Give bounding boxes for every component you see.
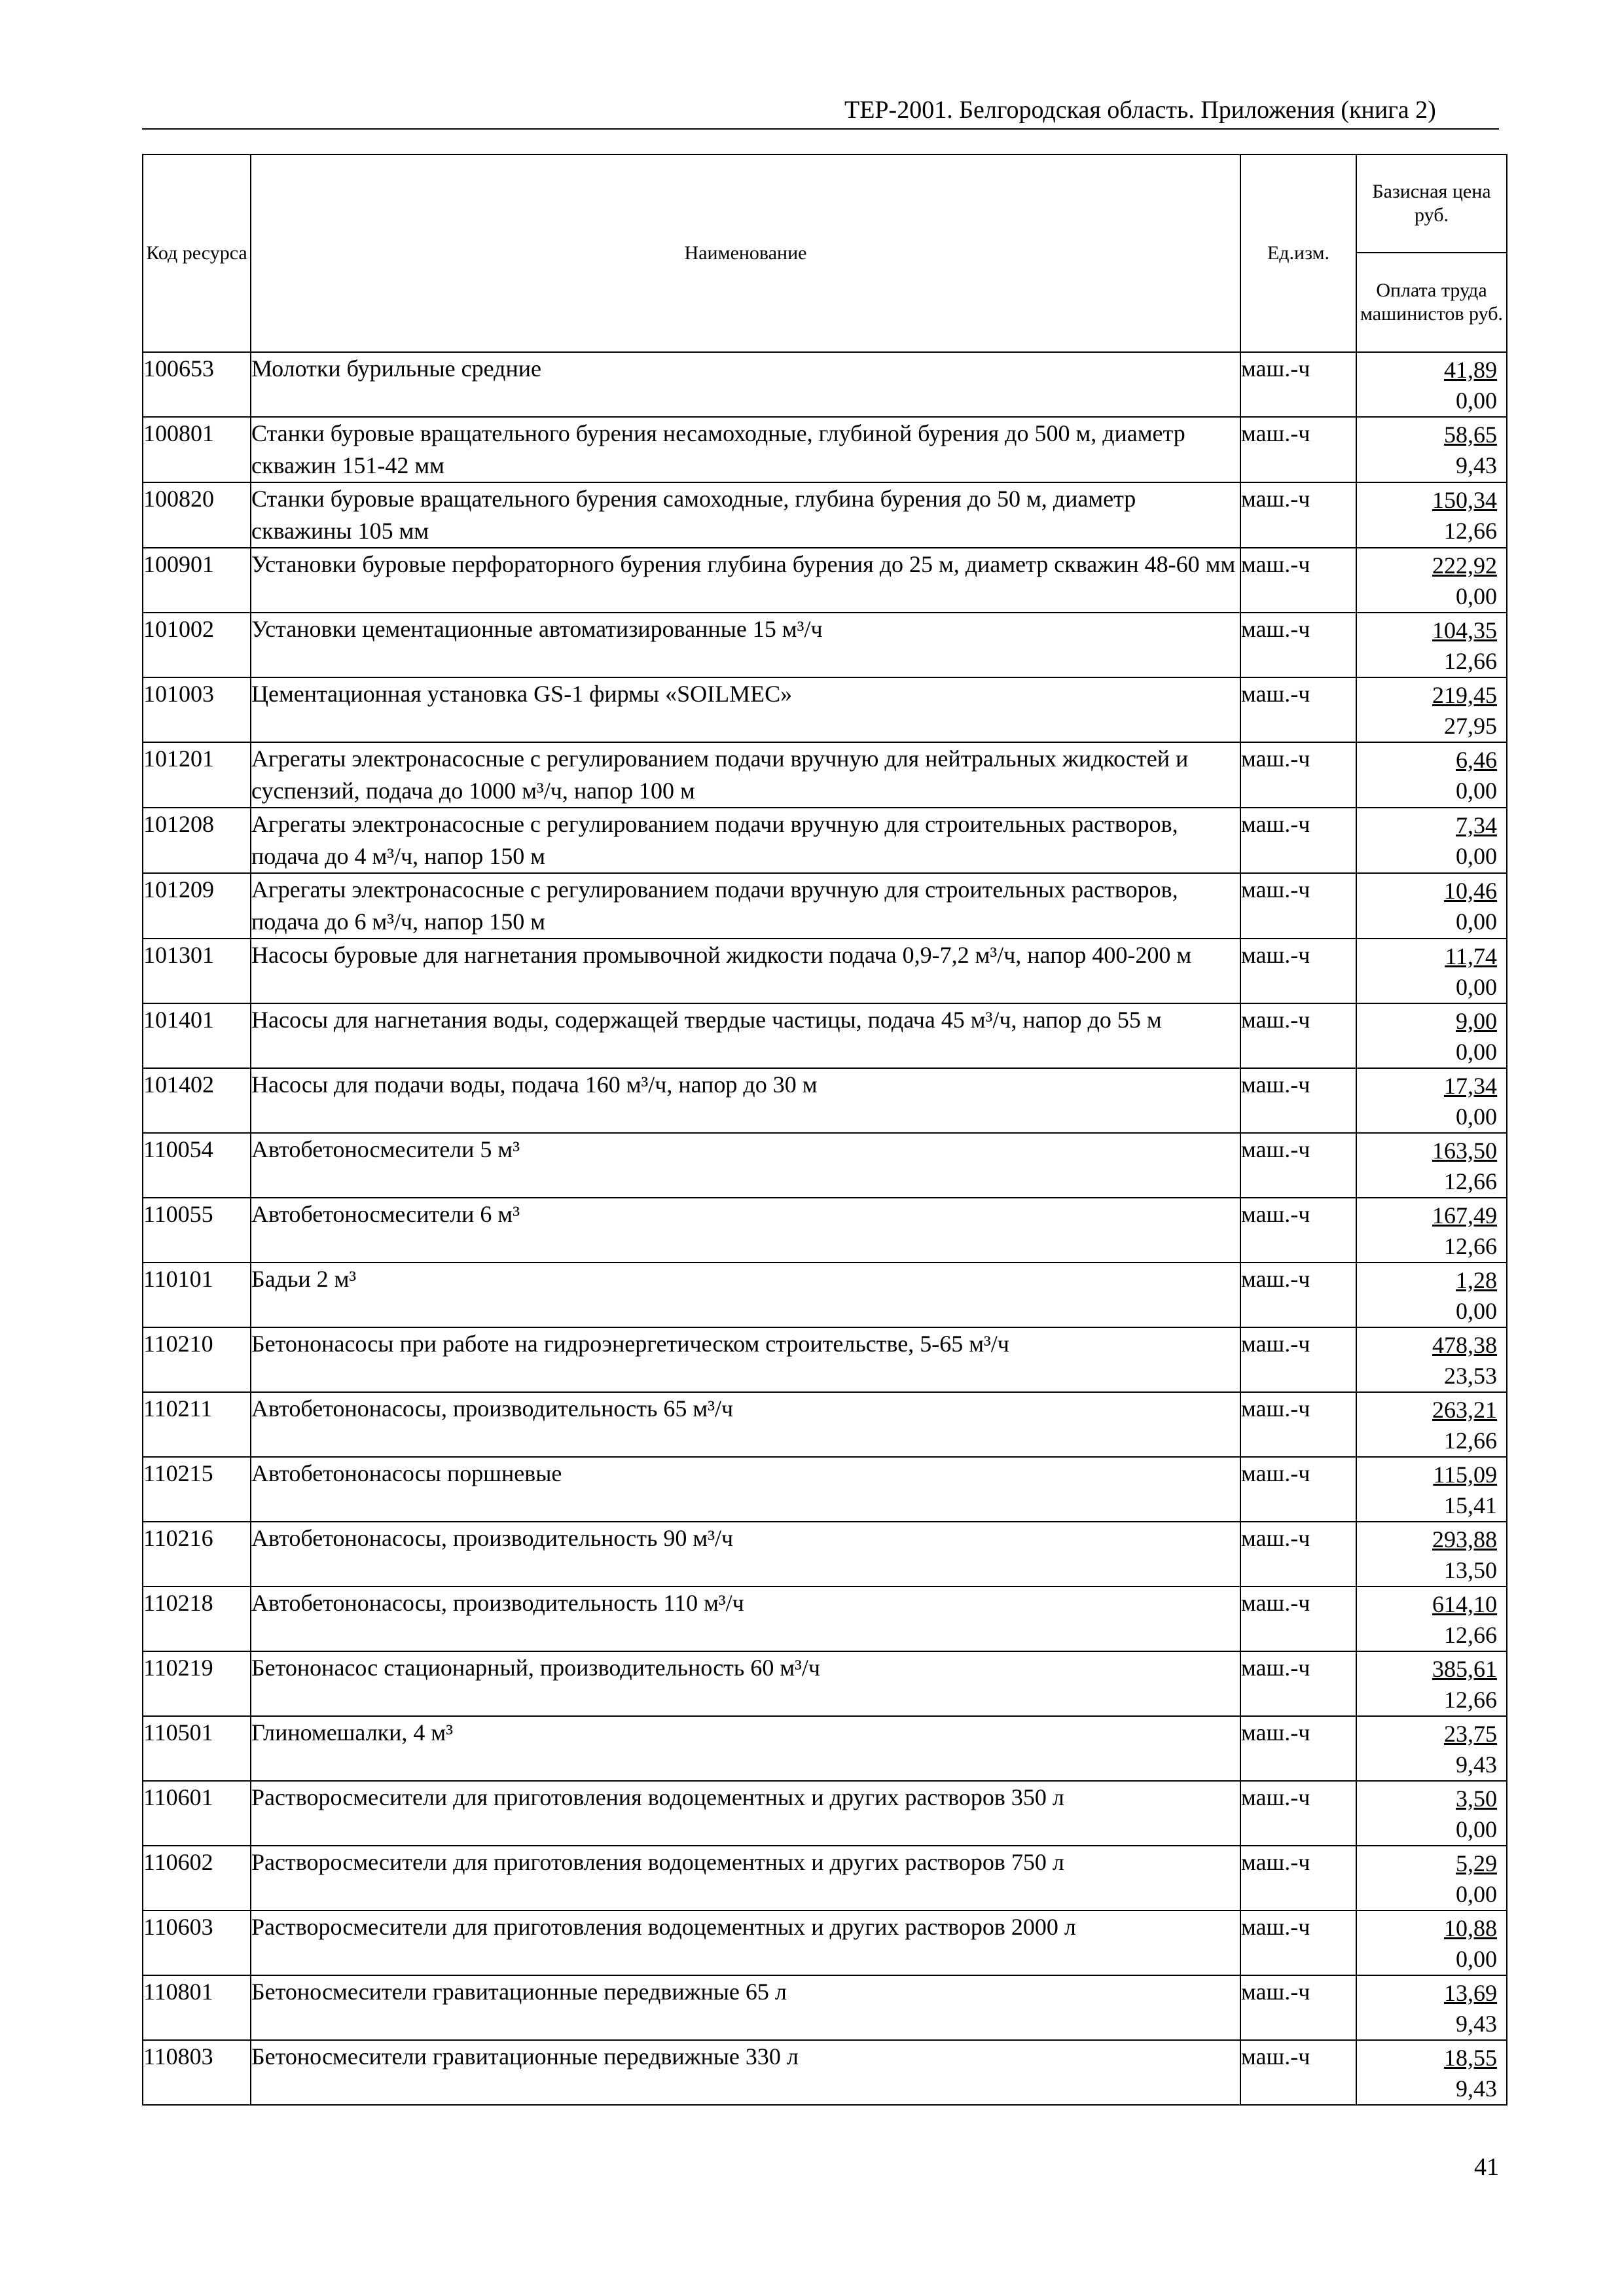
resource-code: 110215 (143, 1457, 251, 1522)
resource-name: Бетононасос стационарный, производительность 60 м³/ч (251, 1651, 1240, 1716)
operator-pay: 9,43 (1456, 2075, 1497, 2102)
base-price: 5,29 (1456, 1850, 1497, 1876)
base-price: 10,46 (1444, 878, 1497, 904)
price-cell (1356, 548, 1507, 613)
table-row (143, 1327, 1507, 1392)
price-cell (1356, 1392, 1507, 1457)
price-cell (1356, 939, 1507, 1003)
base-price-line (1357, 1134, 1506, 1166)
table-row (143, 677, 1507, 742)
operator-pay: 12,66 (1444, 1622, 1497, 1648)
base-price-line (1357, 353, 1506, 386)
operator-pay: 0,00 (1456, 387, 1497, 414)
price-cell (1356, 417, 1507, 482)
table-row (143, 1846, 1507, 1910)
operator-pay: 9,43 (1456, 1751, 1497, 1778)
resource-unit: маш.-ч (1240, 1651, 1356, 1716)
base-price: 614,10 (1432, 1591, 1497, 1617)
table-row (143, 548, 1507, 613)
base-price: 18,55 (1444, 2045, 1497, 2071)
resource-name: Бетоносмесители гравитационные передвижные 65 л (251, 1975, 1240, 2040)
operator-pay: 23,53 (1444, 1363, 1497, 1389)
resource-code: 101002 (143, 613, 251, 677)
resource-unit: маш.-ч (1240, 1068, 1356, 1133)
price-cell (1356, 1587, 1507, 1651)
operator-pay: 12,66 (1444, 1233, 1497, 1259)
base-price-line (1357, 1717, 1506, 1749)
resource-price-table (142, 154, 1507, 2106)
base-price-line (1357, 1587, 1506, 1620)
price-cell (1356, 1263, 1507, 1327)
resource-unit: маш.-ч (1240, 742, 1356, 808)
operator-pay: 0,00 (1456, 1816, 1497, 1842)
operator-pay: 12,66 (1444, 1168, 1497, 1194)
operator-pay: 0,00 (1456, 1946, 1497, 1972)
base-price-line (1357, 418, 1506, 450)
resource-unit: маш.-ч (1240, 613, 1356, 677)
price-cell (1356, 1716, 1507, 1781)
resource-name: Растворосмесители для приготовления водоцементных и других растворов 350 л (251, 1781, 1240, 1846)
resource-code: 110801 (143, 1975, 251, 2040)
resource-code: 110219 (143, 1651, 251, 1716)
resource-code: 110501 (143, 1716, 251, 1781)
operator-pay: 15,41 (1444, 1492, 1497, 1518)
base-price-line (1357, 1911, 1506, 1944)
base-price: 3,50 (1456, 1785, 1497, 1812)
header-rule (142, 128, 1499, 130)
price-cell (1356, 1781, 1507, 1846)
operator-pay: 0,00 (1456, 1039, 1497, 1065)
resource-code: 110218 (143, 1587, 251, 1651)
table-row (143, 1651, 1507, 1716)
resource-code: 100653 (143, 352, 251, 417)
resource-unit: маш.-ч (1240, 808, 1356, 873)
resource-code: 100801 (143, 417, 251, 482)
table-row (143, 352, 1507, 417)
price-cell (1356, 1846, 1507, 1910)
operator-pay: 9,43 (1456, 452, 1497, 478)
resource-name: Глиномешалки, 4 м³ (251, 1716, 1240, 1781)
table-row (143, 2040, 1507, 2105)
resource-name: Агрегаты электронасосные с регулированием подачи вручную для строительных растворов, подача до 4 м³/ч, напор 150 м (251, 808, 1240, 873)
price-cell (1356, 677, 1507, 742)
base-price-line (1357, 1846, 1506, 1879)
base-price-line (1357, 2041, 1506, 2073)
base-price: 115,09 (1433, 1462, 1497, 1488)
resource-name: Насосы для подачи воды, подача 160 м³/ч, напор до 30 м (251, 1068, 1240, 1133)
base-price-line (1357, 1328, 1506, 1361)
table-row (143, 1198, 1507, 1263)
resource-name: Установки цементационные автоматизированные 15 м³/ч (251, 613, 1240, 677)
price-cell (1356, 1975, 1507, 2040)
base-price: 1,28 (1456, 1267, 1497, 1293)
resource-code: 110054 (143, 1133, 251, 1198)
resource-unit: маш.-ч (1240, 417, 1356, 482)
resource-code: 101301 (143, 939, 251, 1003)
base-price: 41,89 (1444, 357, 1497, 383)
base-price-line (1357, 1263, 1506, 1296)
table-row (143, 1716, 1507, 1781)
price-cell (1356, 873, 1507, 939)
price-cell (1356, 1068, 1507, 1133)
resource-name: Растворосмесители для приготовления водоцементных и других растворов 2000 л (251, 1910, 1240, 1975)
base-price-line (1357, 1458, 1506, 1490)
page-number: 41 (1474, 2153, 1499, 2181)
table-row (143, 1392, 1507, 1457)
operator-pay: 0,00 (1456, 583, 1497, 609)
table-row (143, 613, 1507, 677)
resource-code: 101003 (143, 677, 251, 742)
resource-code: 110603 (143, 1910, 251, 1975)
resource-unit: маш.-ч (1240, 1457, 1356, 1522)
table-row (143, 1133, 1507, 1198)
resource-unit: маш.-ч (1240, 1846, 1356, 1910)
base-price: 293,88 (1432, 1526, 1497, 1552)
resource-code: 101402 (143, 1068, 251, 1133)
base-price-line (1357, 874, 1506, 906)
operator-pay: 0,00 (1456, 1103, 1497, 1130)
resource-unit: маш.-ч (1240, 1327, 1356, 1392)
resource-name: Установки буровые перфораторного бурения глубина бурения до 25 м, диаметр скважин 48-60 мм (251, 548, 1240, 613)
resource-name: Молотки бурильные средние (251, 352, 1240, 417)
operator-pay: 9,43 (1456, 2011, 1497, 2037)
base-price: 219,45 (1432, 682, 1497, 708)
base-price-line (1357, 1976, 1506, 2009)
resource-code: 101209 (143, 873, 251, 939)
resource-unit: маш.-ч (1240, 548, 1356, 613)
base-price-line (1357, 1198, 1506, 1231)
resource-code: 110055 (143, 1198, 251, 1263)
resource-name: Агрегаты электронасосные с регулированием подачи вручную для нейтральных жидкостей и суспензий, подача до 1000 м³/ч, напор 100 м (251, 742, 1240, 808)
table-row (143, 873, 1507, 939)
base-price-line (1357, 678, 1506, 711)
resource-name: Станки буровые вращательного бурения несамоходные, глубиной бурения до 500 м, диаметр скважин 151-42 мм (251, 417, 1240, 482)
resource-unit: маш.-ч (1240, 1587, 1356, 1651)
base-price: 104,35 (1432, 617, 1497, 643)
base-price-line (1357, 548, 1506, 581)
base-price: 167,49 (1432, 1202, 1497, 1229)
resource-code: 110101 (143, 1263, 251, 1327)
resource-unit: маш.-ч (1240, 1003, 1356, 1068)
base-price-line (1357, 1522, 1506, 1555)
resource-code: 100901 (143, 548, 251, 613)
table-row (143, 1003, 1507, 1068)
resource-code: 101201 (143, 742, 251, 808)
base-price: 17,34 (1444, 1073, 1497, 1099)
resource-name: Автобетоносмесители 6 м³ (251, 1198, 1240, 1263)
resource-code: 110211 (143, 1392, 251, 1457)
resource-name: Насосы буровые для нагнетания промывочной жидкости подача 0,9-7,2 м³/ч, напор 400-200 м (251, 939, 1240, 1003)
operator-pay: 0,00 (1456, 1298, 1497, 1324)
base-price: 23,75 (1444, 1721, 1497, 1747)
resource-name: Автобетоносмесители 5 м³ (251, 1133, 1240, 1198)
resource-unit: маш.-ч (1240, 939, 1356, 1003)
operator-pay: 12,66 (1444, 1687, 1497, 1713)
resource-unit: маш.-ч (1240, 677, 1356, 742)
resource-name: Автобетононасосы, производительность 110 м³/ч (251, 1587, 1240, 1651)
price-cell (1356, 482, 1507, 548)
column-header-name: Наименование (251, 154, 1240, 352)
price-cell (1356, 352, 1507, 417)
table-row (143, 1781, 1507, 1846)
base-price: 150,34 (1432, 487, 1497, 513)
column-header-operator-pay: Оплата труда машинистов руб. (1356, 253, 1507, 352)
resource-name: Автобетононасосы поршневые (251, 1457, 1240, 1522)
base-price-line (1357, 1393, 1506, 1426)
resource-unit: маш.-ч (1240, 482, 1356, 548)
price-cell (1356, 1522, 1507, 1587)
base-price-line (1357, 613, 1506, 646)
base-price-line (1357, 1782, 1506, 1814)
resource-code: 110601 (143, 1781, 251, 1846)
table-row (143, 1263, 1507, 1327)
table-row (143, 1457, 1507, 1522)
base-price: 7,34 (1456, 812, 1497, 838)
price-cell (1356, 742, 1507, 808)
base-price: 9,00 (1456, 1008, 1497, 1034)
table-row (143, 1068, 1507, 1133)
base-price-line (1357, 808, 1506, 841)
page-header-title: ТЕР-2001. Белгородская область. Приложения (книга 2) (844, 96, 1436, 124)
table-row (143, 1587, 1507, 1651)
resource-name: Цементационная установка GS-1 фирмы «SOILMEC» (251, 677, 1240, 742)
price-cell (1356, 1910, 1507, 1975)
resource-unit: маш.-ч (1240, 1781, 1356, 1846)
base-price-line (1357, 1069, 1506, 1102)
resource-unit: маш.-ч (1240, 1198, 1356, 1263)
price-cell (1356, 1457, 1507, 1522)
base-price-line (1357, 1004, 1506, 1037)
table-row (143, 742, 1507, 808)
base-price: 58,65 (1444, 422, 1497, 448)
operator-pay: 0,00 (1456, 778, 1497, 804)
operator-pay: 13,50 (1444, 1557, 1497, 1583)
resource-name: Бетоносмесители гравитационные передвижные 330 л (251, 2040, 1240, 2105)
table-row (143, 1522, 1507, 1587)
operator-pay: 0,00 (1456, 843, 1497, 869)
column-header-unit: Ед.изм. (1240, 154, 1356, 352)
table-row (143, 808, 1507, 873)
resource-name: Автобетононасосы, производительность 90 м³/ч (251, 1522, 1240, 1587)
base-price: 10,88 (1444, 1915, 1497, 1941)
resource-unit: маш.-ч (1240, 1522, 1356, 1587)
column-header-base-price: Базисная цена руб. (1356, 154, 1507, 253)
base-price: 478,38 (1432, 1332, 1497, 1358)
base-price-line (1357, 939, 1506, 972)
price-cell (1356, 2040, 1507, 2105)
operator-pay: 12,66 (1444, 1427, 1497, 1454)
base-price: 263,21 (1432, 1397, 1497, 1423)
resource-unit: маш.-ч (1240, 873, 1356, 939)
resource-code: 110602 (143, 1846, 251, 1910)
resource-code: 101208 (143, 808, 251, 873)
operator-pay: 0,00 (1456, 1881, 1497, 1907)
resource-name: Растворосмесители для приготовления водоцементных и других растворов 750 л (251, 1846, 1240, 1910)
resource-name: Бадьи 2 м³ (251, 1263, 1240, 1327)
operator-pay: 0,00 (1456, 974, 1497, 1000)
resource-code: 110803 (143, 2040, 251, 2105)
resource-unit: маш.-ч (1240, 1133, 1356, 1198)
price-cell (1356, 808, 1507, 873)
price-cell (1356, 1133, 1507, 1198)
resource-unit: маш.-ч (1240, 1975, 1356, 2040)
table-row (143, 939, 1507, 1003)
price-cell (1356, 1327, 1507, 1392)
base-price: 11,74 (1445, 943, 1497, 969)
resource-name: Станки буровые вращательного бурения самоходные, глубина бурения до 50 м, диаметр скважины 105 мм (251, 482, 1240, 548)
table-row (143, 1975, 1507, 2040)
resource-name: Насосы для нагнетания воды, содержащей твердые частицы, подача 45 м³/ч, напор до 55 м (251, 1003, 1240, 1068)
resource-unit: маш.-ч (1240, 1910, 1356, 1975)
resource-code: 110210 (143, 1327, 251, 1392)
table-row (143, 417, 1507, 482)
base-price: 6,46 (1456, 747, 1497, 773)
base-price-line (1357, 743, 1506, 776)
base-price: 222,92 (1432, 552, 1497, 579)
operator-pay: 0,00 (1456, 908, 1497, 935)
base-price-line (1357, 483, 1506, 516)
resource-name: Автобетононасосы, производительность 65 м³/ч (251, 1392, 1240, 1457)
table-row (143, 482, 1507, 548)
price-cell (1356, 1003, 1507, 1068)
resource-unit: маш.-ч (1240, 1392, 1356, 1457)
table-row (143, 1910, 1507, 1975)
price-cell (1356, 1198, 1507, 1263)
resource-code: 101401 (143, 1003, 251, 1068)
price-cell (1356, 613, 1507, 677)
operator-pay: 12,66 (1444, 648, 1497, 674)
base-price: 13,69 (1444, 1980, 1497, 2006)
table-body (143, 352, 1507, 2105)
resource-code: 110216 (143, 1522, 251, 1587)
resource-unit: маш.-ч (1240, 1263, 1356, 1327)
operator-pay: 27,95 (1444, 713, 1497, 739)
resource-unit: маш.-ч (1240, 1716, 1356, 1781)
resource-unit: маш.-ч (1240, 352, 1356, 417)
base-price-line (1357, 1652, 1506, 1685)
price-cell (1356, 1651, 1507, 1716)
column-header-code: Код ресурса (143, 154, 251, 352)
resource-name: Агрегаты электронасосные с регулированием подачи вручную для строительных растворов, подача до 6 м³/ч, напор 150 м (251, 873, 1240, 939)
resource-name: Бетононасосы при работе на гидроэнергетическом строительстве, 5-65 м³/ч (251, 1327, 1240, 1392)
resource-unit: маш.-ч (1240, 2040, 1356, 2105)
base-price: 385,61 (1432, 1656, 1497, 1682)
resource-code: 100820 (143, 482, 251, 548)
base-price: 163,50 (1432, 1138, 1497, 1164)
operator-pay: 12,66 (1444, 518, 1497, 544)
